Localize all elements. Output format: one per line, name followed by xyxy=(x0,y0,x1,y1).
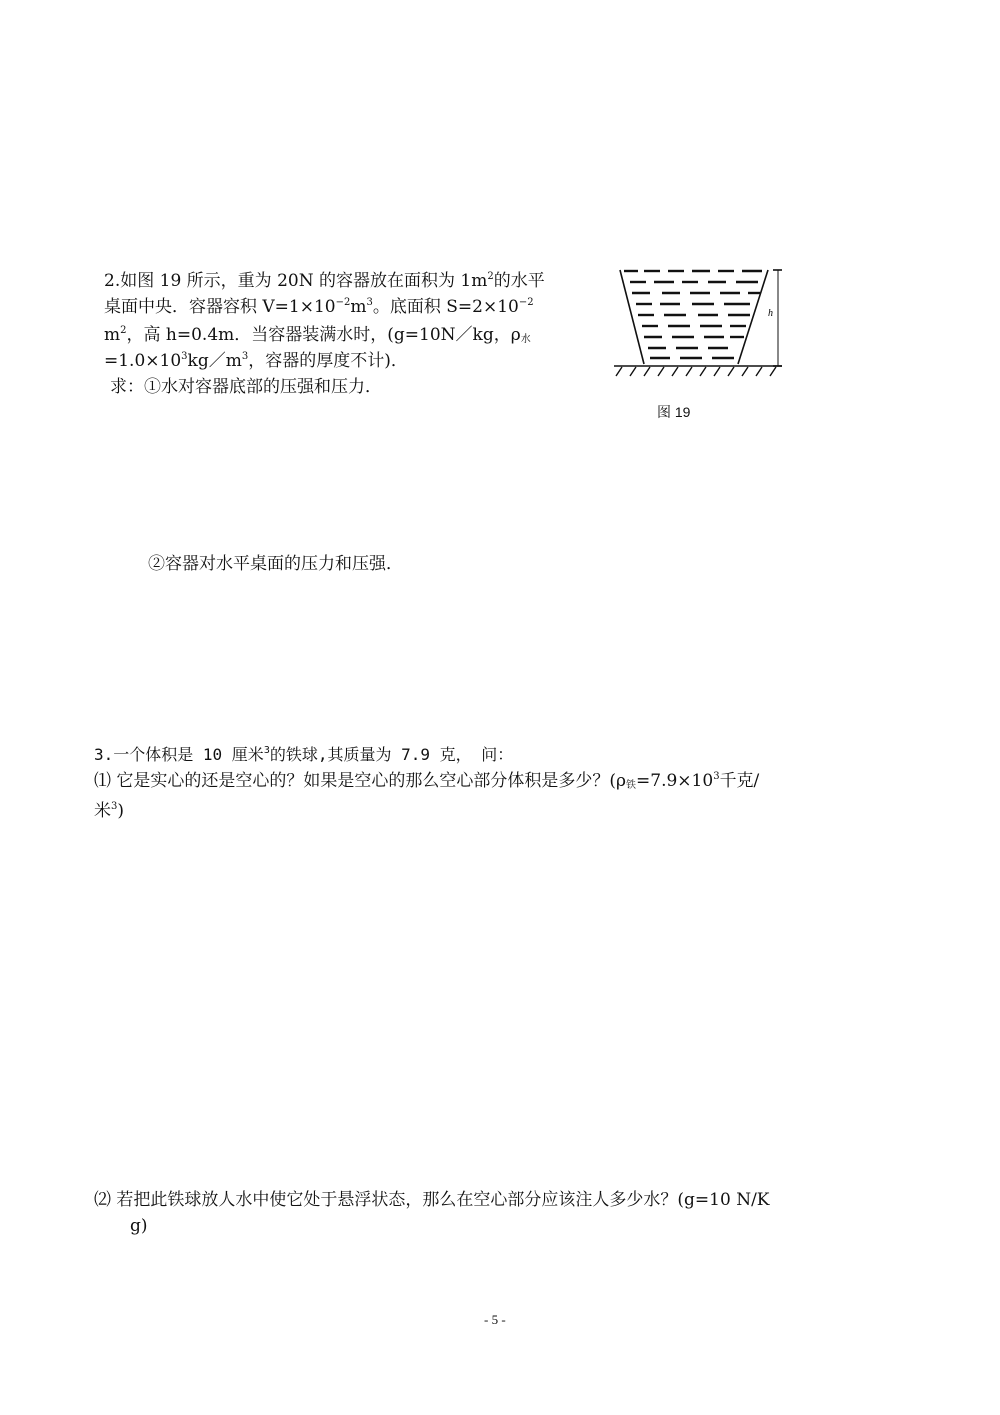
q2-line-2-sup3: −2 xyxy=(518,297,534,308)
q2-line-3-text: ，高 h=0.4m．当容器装满水时，(g=10N／kg，ρ xyxy=(126,325,521,345)
q2-part-1: 求：①水对容器底部的压强和压力． xyxy=(110,377,382,397)
q3-part-1-sub: 铁 xyxy=(626,780,637,791)
q3-part-1-close: ) xyxy=(117,801,125,821)
q3-line-1-tail: 的铁球,其质量为 7.9 克， 问： xyxy=(269,745,514,764)
q2-line-2-sup1: −2 xyxy=(335,297,351,308)
q2-line-4 xyxy=(104,346,408,372)
figure-height-label: h xyxy=(768,308,773,319)
figure-19-container-diagram xyxy=(610,262,790,382)
q2-line-2-sup2: 3 xyxy=(366,297,373,308)
q3-part-1-text: ⑴ 它是实心的还是空心的？如果是空心的那么空心部分体积是多少？(ρ xyxy=(94,771,627,791)
q3-part-1-sup: 3 xyxy=(713,771,720,782)
q3-part-2-line-2: g) xyxy=(130,1216,148,1236)
q3-line-1-text: 3.一个体积是 10 厘米 xyxy=(94,745,264,764)
q3-part-1-line-1 xyxy=(94,766,759,797)
q2-line-2-text: 桌面中央．容器容积 V=1×10 xyxy=(104,297,336,317)
q2-line-2-area: 。底面积 S=2×10 xyxy=(372,297,519,317)
q2-line-1-sup: 2 xyxy=(487,271,494,282)
q3-part-1-unit: 千克/ xyxy=(719,771,760,791)
q2-line-4-tail: ，容器的厚度不计)． xyxy=(248,351,408,371)
q2-line-4-unit: kg／m xyxy=(187,351,242,371)
q3-part-2-line-1: ⑵ 若把此铁球放人水中使它处于悬浮状态，那么在空心部分应该注人多少水？(g=10 N/K xyxy=(94,1190,770,1210)
q2-line-3-sup: 2 xyxy=(120,325,127,336)
q2-line-1 xyxy=(104,266,545,292)
q2-line-1-text: 2.如图 19 所示，重为 20N 的容器放在面积为 1m xyxy=(104,271,488,291)
q2-line-2 xyxy=(104,292,534,318)
q2-part-2: ②容器对水平桌面的压力和压强． xyxy=(148,554,403,574)
q2-line-4-sup2: 3 xyxy=(241,351,249,362)
q3-part-1-line-2 xyxy=(94,796,124,822)
q3-part-1-density: =7.9×10 xyxy=(636,771,714,791)
q2-line-4-text: =1.0×10 xyxy=(104,351,182,371)
q3-line-1-sup: 3 xyxy=(263,745,270,756)
figure-19-caption: 图 19 xyxy=(657,404,691,420)
q3-line-1 xyxy=(94,740,513,766)
q2-line-1-tail: 的水平 xyxy=(493,271,545,291)
q3-part-1-unit-sup: 3 xyxy=(111,801,118,812)
page-number: - 5 - xyxy=(484,1312,506,1327)
q2-line-2-unit: m xyxy=(350,297,367,317)
q2-line-3-sub: 水 xyxy=(520,334,531,345)
q2-line-3-unit: m xyxy=(104,325,121,345)
q2-line-4-sup1: 3 xyxy=(181,351,188,362)
q3-part-1-unit-2: 米 xyxy=(94,801,111,821)
